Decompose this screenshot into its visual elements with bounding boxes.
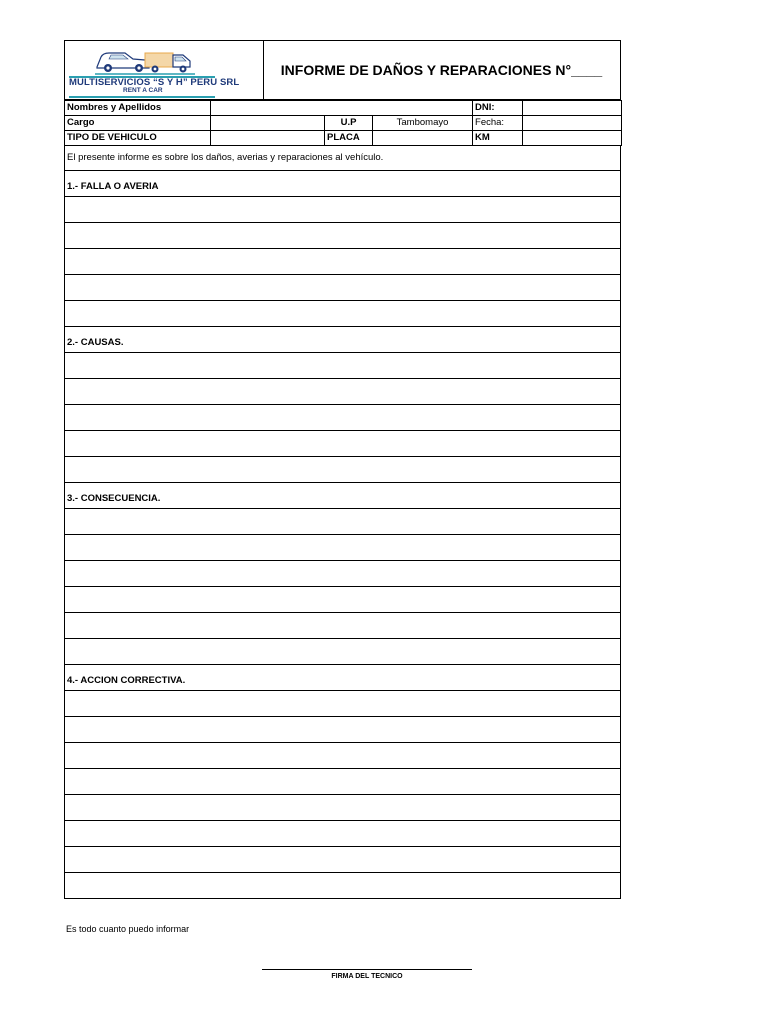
section-heading: 4.- ACCION CORRECTIVA. — [67, 675, 186, 686]
signature-line[interactable] — [262, 969, 472, 970]
km-label: KM — [473, 131, 523, 146]
writing-line[interactable] — [64, 223, 621, 249]
writing-line[interactable] — [64, 613, 621, 639]
form-title: INFORME DE DAÑOS Y REPARACIONES N°____ — [280, 62, 603, 78]
nombres-label: Nombres y Apellidos — [65, 101, 211, 116]
section-heading-row — [64, 327, 621, 353]
up-field[interactable]: Tambomayo — [373, 116, 473, 131]
writing-line[interactable] — [64, 379, 621, 405]
placa-field[interactable] — [373, 131, 473, 146]
dni-field[interactable] — [523, 101, 622, 116]
writing-line[interactable] — [64, 639, 621, 665]
intro-text: El presente informe es sobre los daños, averias y reparaciones al vehículo. — [67, 152, 384, 163]
section-heading-row — [64, 171, 621, 197]
writing-line[interactable] — [64, 535, 621, 561]
writing-line[interactable] — [64, 509, 621, 535]
writing-line[interactable] — [64, 457, 621, 483]
logo-underline — [69, 96, 215, 98]
vehicles-logo-icon — [95, 43, 195, 77]
form-header — [64, 40, 621, 100]
writing-line[interactable] — [64, 769, 621, 795]
closing-text: Es todo cuanto puedo informar — [66, 924, 190, 934]
placa-label: PLACA — [325, 131, 373, 146]
dni-label: DNI: — [473, 101, 523, 116]
company-logo — [65, 41, 264, 99]
writing-line[interactable] — [64, 431, 621, 457]
report-form — [64, 40, 621, 899]
info-row-nombres — [65, 101, 622, 116]
tipo-vehiculo-label: TIPO DE VEHICULO — [65, 131, 211, 146]
km-field[interactable] — [523, 131, 622, 146]
writing-line[interactable] — [64, 717, 621, 743]
writing-line[interactable] — [64, 275, 621, 301]
writing-line[interactable] — [64, 561, 621, 587]
cargo-label: Cargo — [65, 116, 211, 131]
section-heading-row — [64, 665, 621, 691]
section-heading-row — [64, 483, 621, 509]
section-heading: 2.- CAUSAS. — [67, 337, 124, 348]
writing-line[interactable] — [64, 743, 621, 769]
intro-row — [64, 146, 621, 171]
writing-line[interactable] — [64, 821, 621, 847]
tipo-vehiculo-field[interactable] — [211, 131, 325, 146]
section-heading: 3.- CONSECUENCIA. — [67, 493, 161, 504]
writing-line[interactable] — [64, 301, 621, 327]
nombres-field[interactable] — [211, 101, 473, 116]
signature-label: FIRMA DEL TECNICO — [331, 973, 403, 980]
writing-line[interactable] — [64, 691, 621, 717]
section-heading: 1.- FALLA O AVERIA — [67, 181, 159, 192]
fecha-field[interactable] — [523, 116, 622, 131]
company-tagline: RENT A CAR — [123, 87, 163, 94]
writing-line[interactable] — [64, 873, 621, 899]
writing-line[interactable] — [64, 587, 621, 613]
info-table — [64, 100, 622, 146]
cargo-field[interactable] — [211, 116, 325, 131]
writing-line[interactable] — [64, 847, 621, 873]
writing-line[interactable] — [64, 405, 621, 431]
fecha-label: Fecha: — [473, 116, 523, 131]
company-name: MULTISERVICIOS “S Y H” PERU SRL — [69, 77, 240, 88]
up-label: U.P — [325, 116, 373, 131]
info-row-cargo — [65, 116, 622, 131]
info-row-vehiculo — [65, 131, 622, 146]
writing-line[interactable] — [64, 795, 621, 821]
writing-line[interactable] — [64, 249, 621, 275]
writing-line[interactable] — [64, 353, 621, 379]
writing-line[interactable] — [64, 197, 621, 223]
